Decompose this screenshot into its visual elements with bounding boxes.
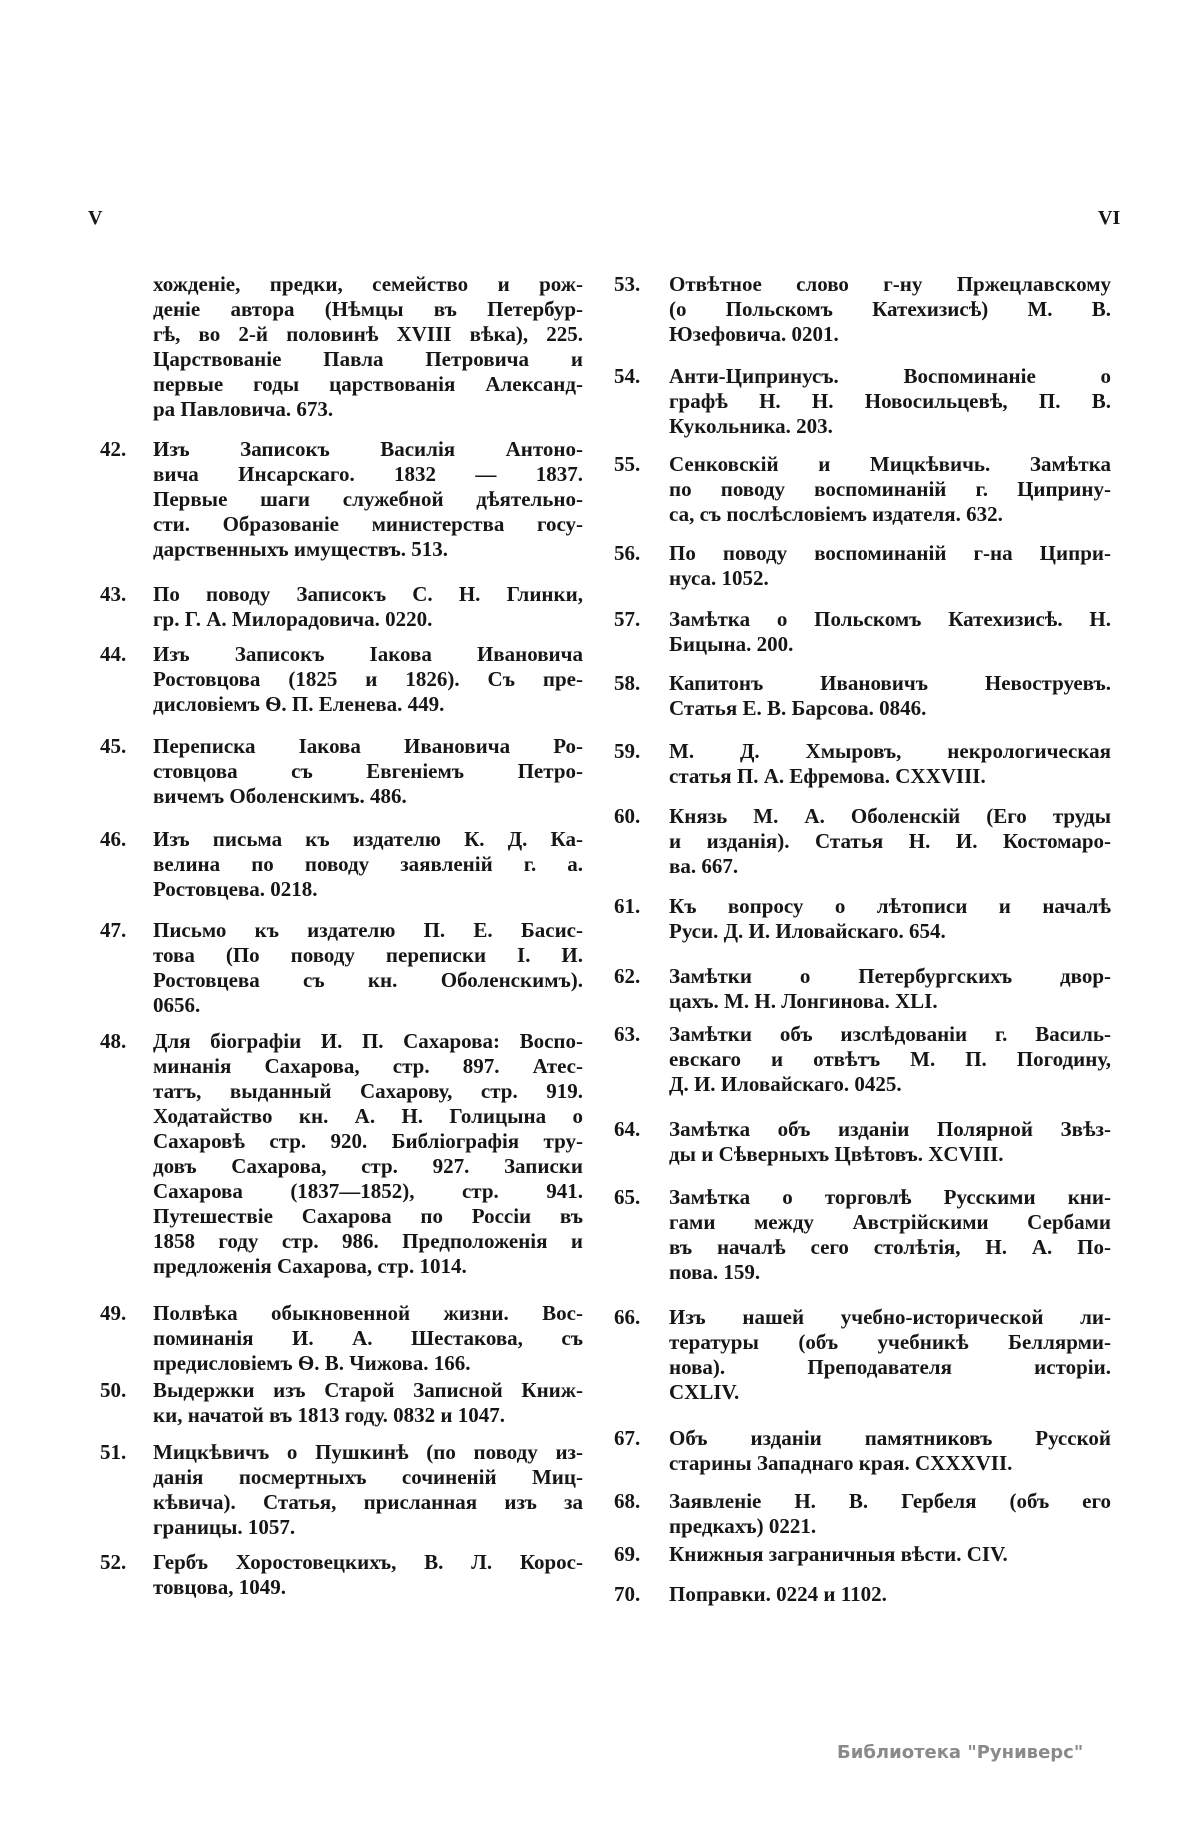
entry-line: ва. 667. <box>669 854 739 878</box>
entry-number: 59. <box>614 739 641 763</box>
entry-number: 64. <box>614 1117 641 1141</box>
entry-number: 44. <box>100 642 127 666</box>
entry-line: са, съ послѣсловіемъ издателя. 632. <box>669 502 1003 526</box>
entry-line: хожденіе, предки, семейство и рож- <box>153 272 583 296</box>
entry-line: гр. Г. А. Милорадовича. 0220. <box>153 607 433 631</box>
entry-number: 47. <box>100 918 127 942</box>
entry-text <box>669 894 1111 944</box>
entry-text <box>669 804 1111 879</box>
entry-line: минанія Сахарова, стр. 897. Атес- <box>153 1054 583 1078</box>
entry-line: Ростовцева съ кн. Оболенскимъ). <box>153 968 583 992</box>
entry-number: 69. <box>614 1542 641 1566</box>
entry-text <box>669 272 1111 347</box>
entry-text <box>153 272 583 422</box>
entry-line: предисловіемъ Ѳ. В. Чижова. 166. <box>153 1351 471 1375</box>
entry-line: евскаго и отвѣтъ М. П. Погодину, <box>669 1047 1111 1071</box>
entry-number: 63. <box>614 1022 641 1046</box>
entry-line: гами между Австрійскими Сербами <box>669 1210 1111 1234</box>
entry-line: сти. Образованіе министерства госу- <box>153 512 583 536</box>
entry-line: татъ, выданный Сахарову, стр. 919. <box>153 1079 583 1103</box>
entry-line: Царствованіе Павла Петровича и <box>153 347 583 371</box>
entry-number: 61. <box>614 894 641 918</box>
entry-text <box>669 364 1111 439</box>
entry-text <box>153 1378 583 1428</box>
entry-number: 67. <box>614 1426 641 1450</box>
entry-line: Д. И. Иловайскаго. 0425. <box>669 1072 902 1096</box>
entry-text <box>153 642 583 717</box>
entry-text <box>669 607 1111 657</box>
entry-line: вича Инсарскаго. 1832 — 1837. <box>153 462 583 486</box>
entry-number: 48. <box>100 1029 127 1053</box>
entry-line: Кукольника. 203. <box>669 414 833 438</box>
entry-number: 52. <box>100 1550 127 1574</box>
entry-number: 53. <box>614 272 641 296</box>
entry-line: Юзефовича. 0201. <box>669 322 839 346</box>
entry-number: 43. <box>100 582 127 606</box>
entry-number: 68. <box>614 1489 641 1513</box>
entry-line: По поводу воспоминаній г-на Ципри- <box>669 541 1111 565</box>
entry-line: Сенковскій и Мицкѣвичь. Замѣтка <box>669 452 1111 476</box>
entry-line: това (По поводу переписки І. И. <box>153 943 583 967</box>
entry-line: Замѣтка о торговлѣ Русскими кни- <box>669 1185 1111 1209</box>
page-number-right: VI <box>1098 207 1121 229</box>
entry-line: кѣвича). Статья, присланная изъ за <box>153 1490 583 1514</box>
entry-line: въ началѣ сего столѣтія, Н. А. По- <box>669 1235 1111 1259</box>
entry-line: статья П. А. Ефремова. CXXVIII. <box>669 764 986 788</box>
entry-line: ды и Сѣверныхъ Цвѣтовъ. XCVIII. <box>669 1142 1004 1166</box>
entry-number: 54. <box>614 364 641 388</box>
entry-line: Статья Е. В. Барсова. 0846. <box>669 696 927 720</box>
entry-text <box>153 1301 583 1376</box>
entry-line: Къ вопросу о лѣтописи и началѣ <box>669 894 1111 918</box>
entry-text <box>153 827 583 902</box>
entry-line: М. Д. Хмыровъ, некрологическая <box>669 739 1111 763</box>
entry-number: 70. <box>614 1582 641 1606</box>
entry-line: границы. 1057. <box>153 1515 296 1539</box>
entry-line: ра Павловича. 673. <box>153 397 334 421</box>
entry-line: гѣ, во 2-й половинѣ XVIII вѣка), 225. <box>153 322 583 346</box>
entry-line: данія посмертныхъ сочиненій Миц- <box>153 1465 583 1489</box>
entry-line: Выдержки изъ Старой Записной Книж- <box>153 1378 583 1402</box>
entry-line: Анти-Ципринусъ. Воспоминаніе о <box>669 364 1111 388</box>
entry-line: довъ Сахарова, стр. 927. Записки <box>153 1154 583 1178</box>
entry-line: Путешествіе Сахарова по Россіи въ <box>153 1204 583 1228</box>
entry-line: деніе автора (Нѣмцы въ Петербур- <box>153 297 583 321</box>
entry-line: По поводу Записокъ С. Н. Глинки, <box>153 582 583 606</box>
entry-line: Князь М. А. Оболенскій (Его труды <box>669 804 1111 828</box>
entry-number: 57. <box>614 607 641 631</box>
entry-text <box>669 452 1111 527</box>
entry-line: Ростовцева. 0218. <box>153 877 318 901</box>
entry-line: нуса. 1052. <box>669 566 769 590</box>
entry-line: Заявленіе Н. В. Гербеля (объ его <box>669 1489 1111 1513</box>
entry-line: Изъ Записокъ Василія Антоно- <box>153 437 583 461</box>
entry-line: цахъ. М. Н. Лонгинова. XLI. <box>669 989 938 1013</box>
entry-line: дисловіемъ Ѳ. П. Еленева. 449. <box>153 692 445 716</box>
entry-line: велина по поводу заявленій г. а. <box>153 852 583 876</box>
entry-line: (о Польскомъ Катехизисѣ) М. В. <box>669 297 1111 321</box>
entry-text <box>669 671 1111 721</box>
entry-line: Книжныя заграничныя вѣсти. CIV. <box>669 1542 1008 1566</box>
entry-line: дарственныхъ имуществъ. 513. <box>153 537 449 561</box>
entry-text <box>153 1029 583 1279</box>
entry-text <box>669 1305 1111 1405</box>
entry-line: товцова, 1049. <box>153 1575 287 1599</box>
entry-text <box>669 1022 1111 1097</box>
entry-text <box>669 739 1111 789</box>
page-number-left: V <box>88 207 103 229</box>
entry-line: Объ изданіи памятниковъ Русской <box>669 1426 1111 1450</box>
entry-line: CXLIV. <box>669 1380 740 1404</box>
entry-text <box>153 1440 583 1540</box>
entry-line: по поводу воспоминаній г. Циприну- <box>669 477 1111 501</box>
entry-line: пова. 159. <box>669 1260 761 1284</box>
library-watermark: Библиотека "Руниверс" <box>837 1742 1084 1763</box>
entry-text <box>669 1542 1111 1567</box>
entry-number: 49. <box>100 1301 127 1325</box>
entry-text <box>153 582 583 632</box>
entry-text <box>669 1426 1111 1476</box>
entry-text <box>153 734 583 809</box>
entry-line: Сахарова (1837—1852), стр. 941. <box>153 1179 583 1203</box>
entry-number: 62. <box>614 964 641 988</box>
entry-line: нова). Преподавателя исторіи. <box>669 1355 1111 1379</box>
entry-line: Замѣтки объ изслѣдованіи г. Василь- <box>669 1022 1111 1046</box>
entry-number: 46. <box>100 827 127 851</box>
entry-number: 66. <box>614 1305 641 1329</box>
entry-line: Для біографіи И. П. Сахарова: Воспо- <box>153 1029 583 1053</box>
entry-number: 65. <box>614 1185 641 1209</box>
entry-number: 50. <box>100 1378 127 1402</box>
entry-line: 0656. <box>153 993 201 1017</box>
entry-line: 1858 году стр. 986. Предположенія и <box>153 1229 583 1253</box>
entry-line: Ходатайство кн. А. Н. Голицына о <box>153 1104 583 1128</box>
entry-text <box>669 541 1111 591</box>
entry-number: 55. <box>614 452 641 476</box>
entry-line: поминанія И. А. Шестакова, съ <box>153 1326 583 1350</box>
entry-text <box>669 1489 1111 1539</box>
entry-line: предкахъ) 0221. <box>669 1514 817 1538</box>
entry-line: Капитонъ Ивановичъ Невоструевъ. <box>669 671 1111 695</box>
entry-line: Сахаровѣ стр. 920. Библіографія тру- <box>153 1129 583 1153</box>
entry-text <box>669 1185 1111 1285</box>
entry-number: 56. <box>614 541 641 565</box>
entry-text <box>669 1117 1111 1167</box>
entry-line: Первые шаги служебной дѣятельно- <box>153 487 583 511</box>
entry-text <box>153 918 583 1018</box>
entry-line: Письмо къ издателю П. Е. Басис- <box>153 918 583 942</box>
entry-line: Мицкѣвичъ о Пушкинѣ (по поводу из- <box>153 1440 583 1464</box>
entry-line: Отвѣтное слово г-ну Пржецлавскому <box>669 272 1111 296</box>
entry-line: Изъ письма къ издателю К. Д. Ка- <box>153 827 583 851</box>
entry-line: ки, начатой въ 1813 году. 0832 и 1047. <box>153 1403 505 1427</box>
entry-number: 42. <box>100 437 127 461</box>
entry-line: Бицына. 200. <box>669 632 794 656</box>
entry-line: графѣ Н. Н. Новосильцевѣ, П. В. <box>669 389 1111 413</box>
entry-text <box>669 1582 1111 1607</box>
entry-line: Переписка Іакова Ивановича Ро- <box>153 734 583 758</box>
entry-line: старины Западнаго края. CXXXVII. <box>669 1451 1013 1475</box>
entry-text <box>153 1550 583 1600</box>
entry-line: первые годы царствованія Александ- <box>153 372 583 396</box>
entry-text <box>153 437 583 562</box>
entry-line: Изъ нашей учебно-исторической ли- <box>669 1305 1111 1329</box>
entry-line: стовцова съ Евгеніемъ Петро- <box>153 759 583 783</box>
entry-line: Замѣтка объ изданіи Полярной Звѣз- <box>669 1117 1111 1141</box>
entry-line: Замѣтка о Польскомъ Катехизисѣ. Н. <box>669 607 1111 631</box>
entry-line: Замѣтки о Петербургскихъ двор- <box>669 964 1111 988</box>
entry-line: Гербъ Хоростовецкихъ, В. Л. Корос- <box>153 1550 583 1574</box>
entry-line: Руси. Д. И. Иловайскаго. 654. <box>669 919 946 943</box>
entry-line: и изданія). Статья Н. И. Костомаро- <box>669 829 1111 853</box>
entry-line: Поправки. 0224 и 1102. <box>669 1582 887 1606</box>
entry-number: 58. <box>614 671 641 695</box>
entry-line: Изъ Записокъ Іакова Ивановича <box>153 642 583 666</box>
entry-text <box>669 964 1111 1014</box>
entry-line: вичемъ Оболенскимъ. 486. <box>153 784 407 808</box>
entry-line: предложенія Сахарова, стр. 1014. <box>153 1254 467 1278</box>
entry-line: Полвѣка обыкновенной жизни. Вос- <box>153 1301 583 1325</box>
entry-number: 51. <box>100 1440 127 1464</box>
entry-line: Ростовцова (1825 и 1826). Съ пре- <box>153 667 583 691</box>
entry-number: 60. <box>614 804 641 828</box>
entry-number: 45. <box>100 734 127 758</box>
entry-line: тературы (объ учебникѣ Беллярми- <box>669 1330 1111 1354</box>
